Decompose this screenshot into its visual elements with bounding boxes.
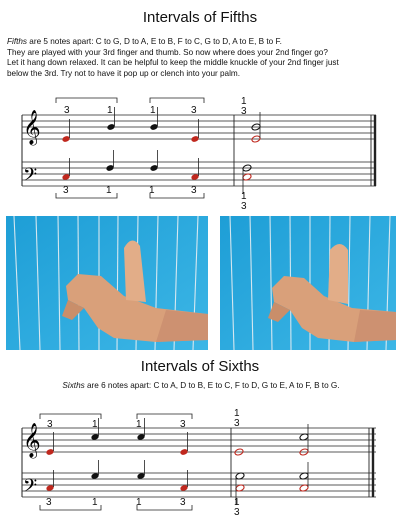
brackets-bottom-2 <box>40 505 192 510</box>
barlines-1 <box>22 115 375 186</box>
section1-line4: below the 3rd. Try not to have it pop up or clench into your palm. <box>7 68 241 78</box>
finger-1: 1 <box>241 191 247 202</box>
finger-1: 1 <box>234 408 240 419</box>
bass-clef-icon: 𝄢 <box>23 476 38 501</box>
treble-notes-1 <box>62 107 261 143</box>
finger-3: 3 <box>180 419 186 430</box>
finger-3: 3 <box>64 105 70 116</box>
fingerings-2 <box>46 408 240 516</box>
finger-3: 3 <box>191 185 197 196</box>
finger-1: 1 <box>241 96 247 107</box>
finger-3: 3 <box>63 185 69 196</box>
treble-staff-lines-1 <box>22 115 376 139</box>
section1-line2: They are played with your 3rd finger and thumb. So now where does your 2nd finger go? <box>7 47 328 57</box>
bass-staff-lines-1 <box>22 162 376 186</box>
treble-clef-icon: 𝄞 <box>23 423 41 458</box>
barlines-2 <box>22 428 373 497</box>
bass-staff-lines-2 <box>22 473 376 497</box>
finger-1: 1 <box>136 497 142 508</box>
treble-staff-lines-2 <box>22 428 376 452</box>
treble-clef-icon: 𝄞 <box>23 110 41 145</box>
brackets-top-1 <box>56 98 204 103</box>
finger-1: 1 <box>92 497 98 508</box>
section1-line1 <box>7 37 395 48</box>
finger-3: 3 <box>180 497 186 508</box>
finger-3: 3 <box>234 418 240 429</box>
brackets-top-2 <box>40 414 192 419</box>
finger-1: 1 <box>136 419 142 430</box>
bass-clef-icon: 𝄢 <box>23 165 38 190</box>
bass-notes-1 <box>62 150 252 194</box>
section2-paragraph <box>7 381 395 392</box>
harp-photo-right <box>220 216 396 350</box>
finger-1: 1 <box>149 185 155 196</box>
section1-paragraph <box>7 37 395 79</box>
section1-term: Fifths <box>7 37 28 46</box>
section1-title: Intervals of Fifths <box>142 9 258 26</box>
treble-notes-2 <box>46 418 309 456</box>
finger-3: 3 <box>241 201 247 212</box>
section2-line1-rest: are 6 notes apart: C to A, D to B, E to C, F to D, G to E, A to F, B to G. <box>84 381 340 390</box>
brackets-bottom-1 <box>56 193 204 198</box>
fingerings-1 <box>63 96 247 212</box>
section1-line1-rest: are 5 notes apart: C to G, D to A, E to B, F to C, G to D, A to E, B to F. <box>27 37 282 46</box>
finger-1: 1 <box>92 419 98 430</box>
finger-3: 3 <box>234 507 240 516</box>
harp-photo-left <box>6 216 208 350</box>
finger-1: 1 <box>107 105 113 116</box>
finger-1: 1 <box>150 105 156 116</box>
finger-1: 1 <box>234 497 240 508</box>
section2-term: Sixths <box>62 381 85 390</box>
bass-notes-2 <box>46 460 309 505</box>
finger-3: 3 <box>47 419 53 430</box>
section1-line3: Let it hang down relaxed. It can be helpful to keep the middle knuckle of your 2nd finger just <box>7 58 339 68</box>
finger-3: 3 <box>241 106 247 117</box>
finger-3: 3 <box>46 497 52 508</box>
finger-3: 3 <box>191 105 197 116</box>
finger-1: 1 <box>106 185 112 196</box>
section2-title: Intervals of Sixths <box>140 358 260 375</box>
